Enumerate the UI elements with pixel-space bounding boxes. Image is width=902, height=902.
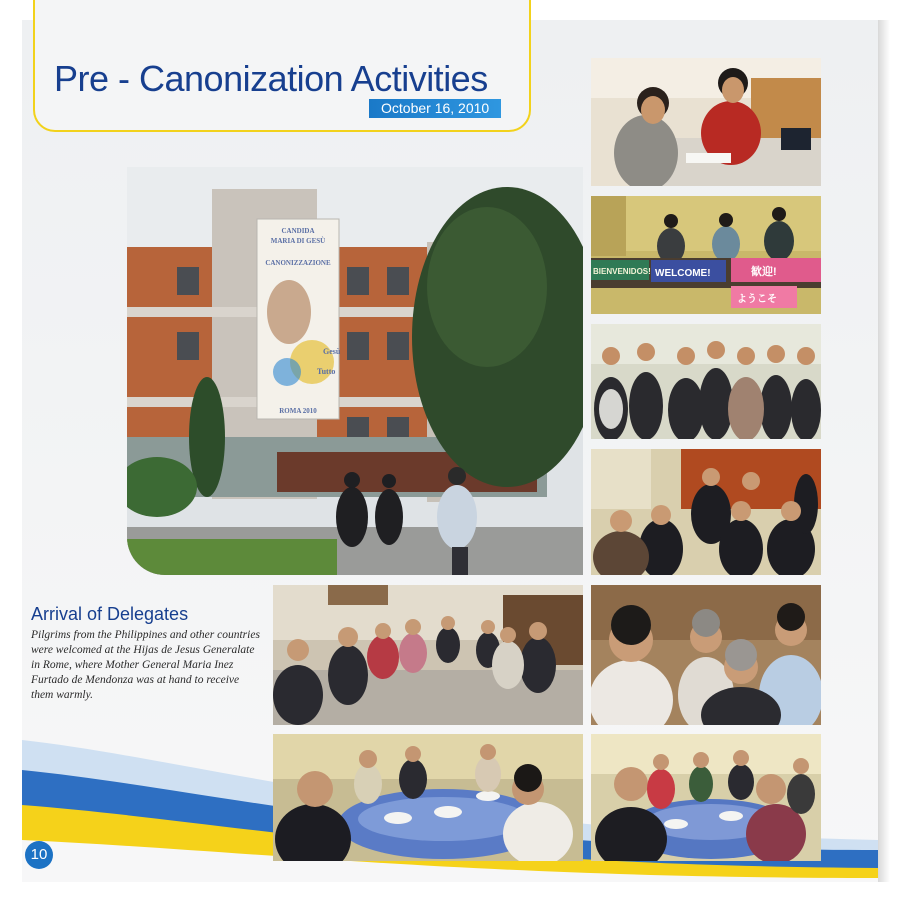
photo-welcome-table: [591, 196, 821, 314]
section-heading: Arrival of Delegates: [31, 604, 189, 624]
photo-sisters-closeup: [591, 585, 821, 725]
sign-youkoso: ようこそ: [737, 294, 777, 305]
photo-group-indoors: [591, 449, 821, 575]
photo-group-portrait: [591, 324, 821, 439]
sign-kangei: 歓迎!: [751, 266, 777, 278]
hero-photo-generalate-building: [127, 167, 583, 575]
photo-dinner-table-left: [273, 734, 583, 861]
event-date-tag: October 16, 2010: [369, 99, 501, 118]
page-number-badge: 10: [25, 841, 53, 869]
sign-welcome: WELCOME!: [655, 268, 711, 279]
photo-dinner-table-right: [591, 734, 821, 861]
banner-line-3: CANONIZZAZIONE: [265, 259, 331, 267]
banner-line-2: MARIA DI GESÙ: [270, 237, 326, 245]
photo-registration-desk: [591, 58, 821, 186]
sign-bienvenidos: BIENVENIDOS!: [593, 267, 651, 276]
page-title: Pre - Canonization Activities: [54, 58, 488, 99]
section-body-text: Pilgrims from the Philippines and other countries were welcomed at the Hijas de Jesus Generalate in Rome, where Mother General Maria Inez Furtado de Mendonza was at hand to receive them warmly.: [31, 629, 260, 701]
banner-line-4: Gesù: [323, 347, 341, 356]
banner-line-1: CANDIDA: [281, 227, 315, 235]
photo-circle-meeting: [273, 585, 583, 725]
banner-line-6: ROMA 2010: [279, 407, 317, 415]
banner-line-5: Tutto: [317, 367, 336, 376]
